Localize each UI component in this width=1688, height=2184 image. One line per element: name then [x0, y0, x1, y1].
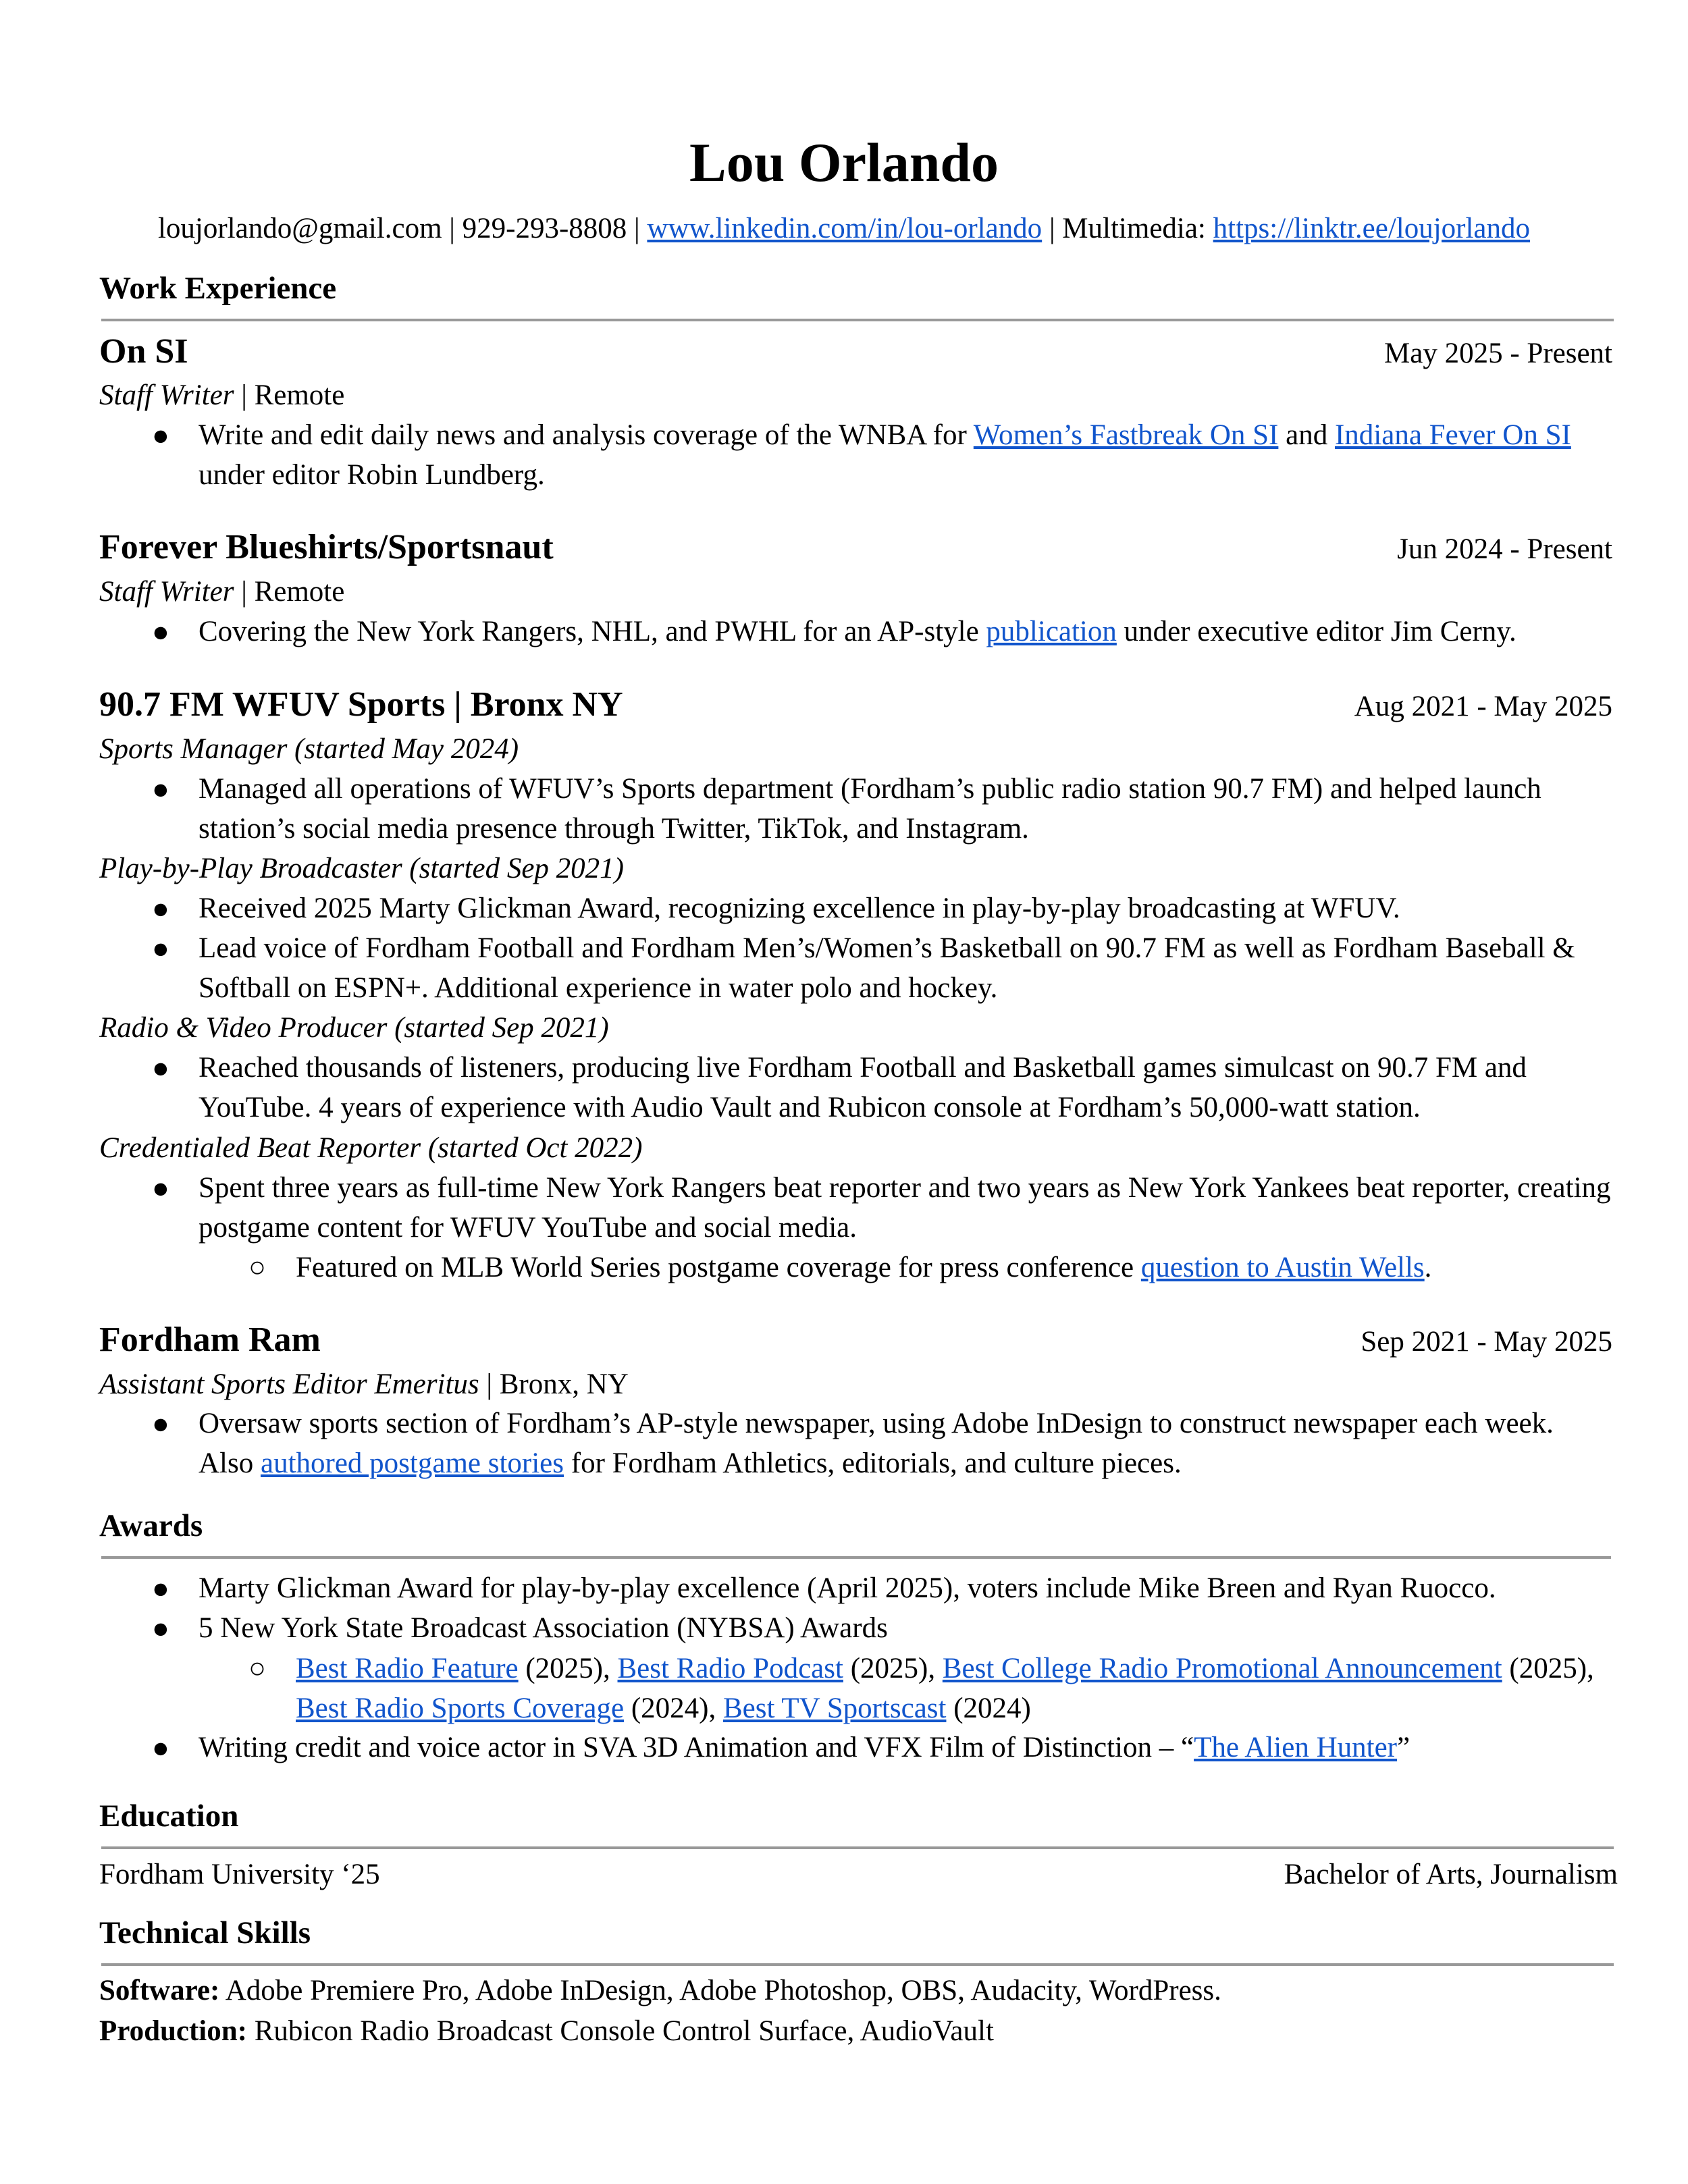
bullet-text: Received 2025 Marty Glickman Award, recognizing excellence in play-by-play broadcasting at WFUV. [199, 893, 1400, 924]
bullet-icon: ● [152, 1173, 169, 1204]
text-run: (2025), [1502, 1653, 1594, 1684]
job-location: | Remote [234, 379, 345, 411]
austin-wells-link[interactable]: question to Austin Wells [1140, 1252, 1425, 1283]
bullet-icon: ● [152, 1053, 169, 1084]
date-wfuv: Aug 2021 - May 2025 [1354, 691, 1612, 722]
education-school: Fordham University ‘25 [99, 1859, 380, 1890]
sub-bullet-icon: ○ [248, 1653, 266, 1684]
womens-fastbreak-link[interactable]: Women’s Fastbreak On SI [973, 419, 1279, 451]
publication-link[interactable]: publication [986, 616, 1117, 647]
sub-bullet-text [296, 1248, 1619, 1287]
text-run: under executive editor Jim Cerny. [1116, 616, 1516, 647]
bullet-icon: ● [152, 420, 169, 452]
role-fordham-ram [99, 1367, 629, 1402]
org-on-si: On SI [99, 332, 188, 371]
org-fordham-ram: Fordham Ram [99, 1321, 321, 1359]
role-radio-video-producer [99, 1011, 609, 1046]
bullet-text [199, 415, 1614, 495]
date-forever-blueshirts: Jun 2024 - Present [1397, 533, 1612, 565]
best-radio-feature-link[interactable]: Best Radio Feature [296, 1653, 519, 1684]
text-run: Featured on MLB World Series postgame coverage for press conference [296, 1252, 1141, 1283]
award-text [199, 1728, 1614, 1767]
linkedin-link[interactable]: www.linkedin.com/in/lou-orlando [647, 213, 1043, 244]
best-college-radio-promo-link[interactable]: Best College Radio Promotional Announcement [942, 1653, 1502, 1684]
org-forever-blueshirts: Forever Blueshirts/Sportsnaut [99, 528, 554, 566]
skills-production-label: Production: [99, 2015, 247, 2047]
award-text: 5 New York State Broadcast Association (NYBSA) Awards [199, 1612, 888, 1644]
bullet-text: Reached thousands of listeners, producing live Fordham Football and Basketball games simulcast on 90.7 FM and YouTube. 4 years of experience with Audio Vault and Rubicon console at Fordham’s 50,000-watt station. [199, 1052, 1527, 1123]
job-title: Radio & Video Producer (started Sep 2021) [99, 1012, 609, 1044]
contact-separator: | [627, 213, 648, 244]
skills-production-list: Rubicon Radio Broadcast Console Control Surface, AudioVault [247, 2015, 994, 2047]
text-run: Oversaw sports section of Fordham’s AP-style newspaper, using Adobe InDesign to construct newspaper each week. Also [199, 1408, 1554, 1479]
award-text: Marty Glickman Award for play-by-play excellence (April 2025), voters include Mike Breen and Ryan Ruocco. [199, 1572, 1496, 1604]
sub-bullet-icon: ○ [248, 1252, 266, 1283]
text-run: (2025), [843, 1653, 943, 1684]
job-title: Assistant Sports Editor Emeritus [99, 1368, 479, 1400]
bullet-icon: ● [152, 893, 169, 925]
bullet-icon: ● [152, 1408, 169, 1440]
text-run: for Fordham Athletics, editorials, and culture pieces. [564, 1447, 1182, 1479]
candidate-name: Lou Orlando [689, 132, 999, 193]
best-radio-podcast-link[interactable]: Best Radio Podcast [617, 1653, 843, 1684]
bullet-text: Spent three years as full-time New York Rangers beat reporter and two years as New York Yankees beat reporter, creating postgame content for WFUV YouTube and social media. [199, 1172, 1611, 1244]
section-title-awards: Awards [99, 1508, 203, 1543]
bullet-icon: ● [152, 933, 169, 965]
phone: 929-293-8808 [462, 213, 627, 244]
section-title-education: Education [99, 1799, 239, 1834]
indiana-fever-link[interactable]: Indiana Fever On SI [1334, 419, 1571, 451]
text-run: Writing credit and voice actor in SVA 3D Animation and VFX Film of Distinction – “ [199, 1732, 1194, 1763]
bullet-icon: ● [152, 616, 169, 648]
skills-software-label: Software: [99, 1975, 220, 2006]
text-run: Covering the New York Rangers, NHL, and PWHL for an AP-style [199, 616, 986, 647]
best-radio-sports-coverage-link[interactable]: Best Radio Sports Coverage [296, 1693, 625, 1724]
bullet-text [199, 1404, 1614, 1483]
date-on-si: May 2025 - Present [1384, 338, 1612, 369]
text-run: (2024) [946, 1693, 1031, 1724]
job-title: Play-by-Play Broadcaster (started Sep 2021) [99, 853, 624, 884]
section-divider [101, 1556, 1611, 1559]
job-title: Staff Writer [99, 576, 234, 608]
nybsa-awards-list [296, 1649, 1619, 1728]
role-play-by-play [99, 851, 624, 886]
bullet-text: Managed all operations of WFUV’s Sports department (Fordham’s public radio station 90.7 FM) and helped launch station’s social media presence through Twitter, TikTok, and Instagram. [199, 773, 1541, 845]
text-run: and [1278, 419, 1335, 451]
education-degree: Bachelor of Arts, Journalism [1284, 1859, 1618, 1890]
job-title: Sports Manager (started May 2024) [99, 733, 519, 765]
job-location: | Remote [234, 576, 345, 608]
section-divider [101, 1963, 1614, 1966]
job-title: Staff Writer [99, 379, 234, 411]
text-run: Write and edit daily news and analysis coverage of the WNBA for [199, 419, 974, 451]
role-beat-reporter [99, 1131, 643, 1166]
text-run: under editor Robin Lundberg. [199, 459, 545, 491]
job-title: Credentialed Beat Reporter (started Oct 2022) [99, 1132, 643, 1164]
bullet-text: Lead voice of Fordham Football and Fordham Men’s/Women’s Basketball on 90.7 FM as well as Fordham Baseball & Softball on ESPN+. Additional experience in water polo and hockey. [199, 932, 1575, 1004]
text-run: (2025), [518, 1653, 618, 1684]
section-title-work-experience: Work Experience [99, 271, 337, 306]
text-run: (2024), [624, 1693, 723, 1724]
date-fordham-ram: Sep 2021 - May 2025 [1361, 1326, 1612, 1358]
section-title-technical-skills: Technical Skills [99, 1915, 311, 1950]
contact-line [0, 211, 1688, 246]
job-location: | Bronx, NY [479, 1368, 629, 1400]
role-forever-blueshirts [99, 575, 344, 610]
alien-hunter-link[interactable]: The Alien Hunter [1194, 1732, 1397, 1763]
bullet-text [199, 612, 1614, 651]
text-run: ” [1396, 1732, 1410, 1763]
section-divider [101, 1846, 1614, 1849]
bullet-icon: ● [152, 1613, 169, 1645]
best-tv-sportscast-link[interactable]: Best TV Sportscast [722, 1693, 947, 1724]
contact-separator: | [442, 213, 463, 244]
section-divider [101, 319, 1614, 321]
role-sports-manager [99, 732, 519, 767]
skills-software [99, 1973, 1221, 2008]
bullet-icon: ● [152, 774, 169, 805]
bullet-icon: ● [152, 1573, 169, 1605]
org-wfuv: 90.7 FM WFUV Sports | Bronx NY [99, 685, 623, 724]
role-on-si [99, 378, 344, 413]
linktree-link[interactable]: https://linktr.ee/loujorlando [1213, 213, 1531, 244]
postgame-stories-link[interactable]: authored postgame stories [260, 1447, 564, 1479]
text-run: . [1424, 1252, 1432, 1283]
multimedia-label: | Multimedia: [1042, 213, 1213, 244]
skills-production [99, 2014, 994, 2049]
email: loujorlando@gmail.com [157, 213, 442, 244]
bullet-icon: ● [152, 1732, 169, 1764]
skills-software-list: Adobe Premiere Pro, Adobe InDesign, Adobe Photoshop, OBS, Audacity, WordPress. [219, 1975, 1221, 2006]
